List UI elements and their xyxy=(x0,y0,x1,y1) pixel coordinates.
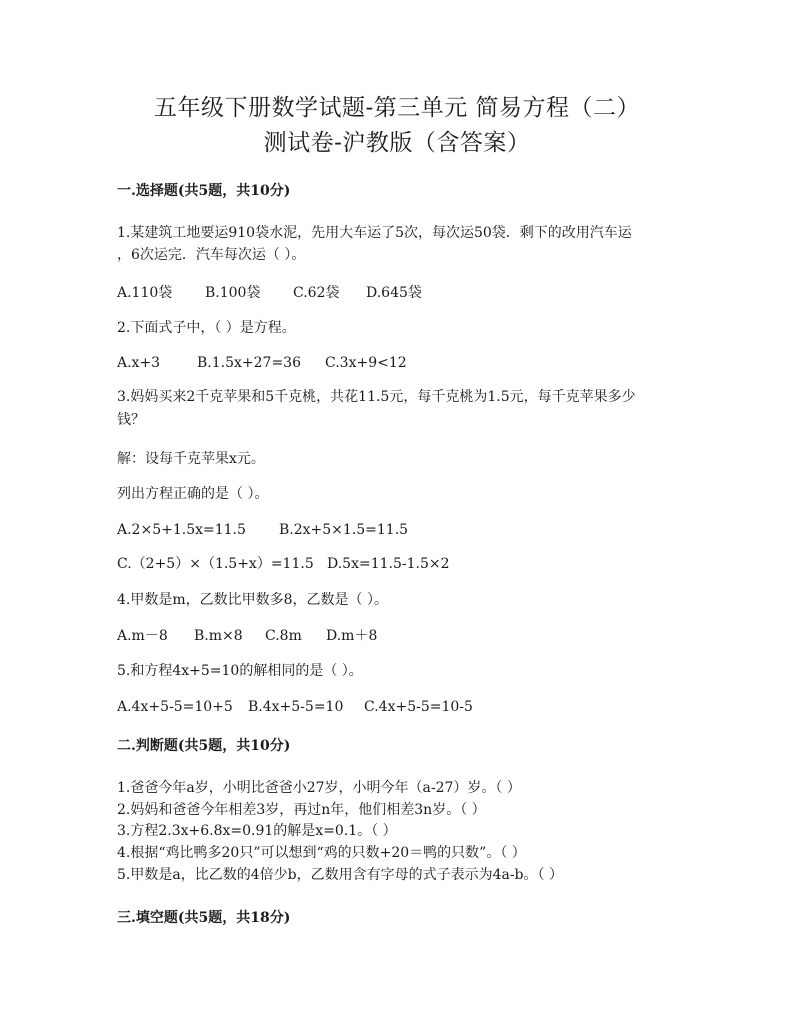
q1-option-b: B.100袋 xyxy=(205,285,261,301)
judgment-item-5: 5.甲数是a，比乙数的4倍少b，乙数用含有字母的式子表示为4a-b。（ ） xyxy=(117,867,563,883)
q3-text-line2: 钱？ xyxy=(117,412,145,428)
q5-text: 5.和方程4x+5=10的解相同的是（ ）。 xyxy=(117,663,363,679)
q5-option-c: C.4x+5-5=10-5 xyxy=(364,699,473,715)
q3-text-line1: 3.妈妈买来2千克苹果和5千克桃，共花11.5元，每千克桃为1.5元，每千克苹果多少 xyxy=(117,389,636,405)
q3-options-row1 xyxy=(117,519,408,541)
judgment-item-4: 4.根据“鸡比鸭多20只”可以想到“鸡的只数+20＝鸭的只数”。（ ） xyxy=(117,845,526,861)
q4-option-a: A.m－8 xyxy=(117,628,168,644)
q3-solution: 解：设每千克苹果x元。 xyxy=(117,451,265,467)
section-heading-choice: 一.选择题(共5题，共10分) xyxy=(117,183,291,199)
q5-option-a: A.4x+5-5=10+5 xyxy=(117,699,233,715)
q5-options xyxy=(117,696,473,718)
q4-option-c: C.8m xyxy=(265,628,302,644)
q5-option-b: B.4x+5-5=10 xyxy=(248,699,344,715)
judgment-item-1: 1.爸爸今年a岁，小明比爸爸小27岁，小明今年（a-27）岁。（ ） xyxy=(117,780,521,796)
q3-option-b: B.2x+5×1.5=11.5 xyxy=(279,522,409,538)
q4-option-b: B.m×8 xyxy=(194,628,243,644)
q1-option-d: D.645袋 xyxy=(366,285,422,301)
q2-options xyxy=(117,352,407,374)
q3-option-a: A.2×5+1.5x=11.5 xyxy=(117,522,246,538)
q1-option-c: C.62袋 xyxy=(293,285,340,301)
q2-option-c: C.3x+9<12 xyxy=(325,355,407,371)
q1-text-line1: 1.某建筑工地要运910袋水泥，先用大车运了5次，每次运50袋．剩下的改用汽车运 xyxy=(117,225,632,241)
page-title-line2: 测试卷-沪教版（含答案） xyxy=(263,130,531,156)
q3-option-c: C.（2+5）×（1.5+x）=11.5 xyxy=(117,556,314,572)
q3-option-d: D.5x=11.5-1.5×2 xyxy=(327,556,450,572)
q2-option-b: B.1.5x+27=36 xyxy=(197,355,301,371)
q3-prompt: 列出方程正确的是（ ）。 xyxy=(117,486,269,502)
section-heading-fill-blank: 三.填空题(共5题，共18分) xyxy=(117,910,291,926)
q4-options xyxy=(117,625,377,647)
judgment-item-2: 2.妈妈和爸爸今年相差3岁，再过n年，他们相差3n岁。（ ） xyxy=(117,802,486,818)
q2-option-a: A.x+3 xyxy=(117,355,161,371)
page-title-line1: 五年级下册数学试题-第三单元 简易方程（二） xyxy=(153,95,641,121)
q4-option-d: D.m＋8 xyxy=(326,628,378,644)
section-heading-judgment: 二.判断题(共5题，共10分) xyxy=(117,738,291,754)
q1-options xyxy=(117,282,422,304)
judgment-item-3: 3.方程2.3x+6.8x=0.91的解是x=0.1。（ ） xyxy=(117,823,397,839)
q4-text: 4.甲数是m，乙数比甲数多8，乙数是（ ）。 xyxy=(117,592,388,608)
q1-option-a: A.110袋 xyxy=(117,285,173,301)
q3-options-row2 xyxy=(117,553,450,575)
q1-text-line2: ，6次运完．汽车每次运（ ）。 xyxy=(117,247,306,263)
q2-text: 2.下面式子中，（ ）是方程。 xyxy=(117,320,296,336)
